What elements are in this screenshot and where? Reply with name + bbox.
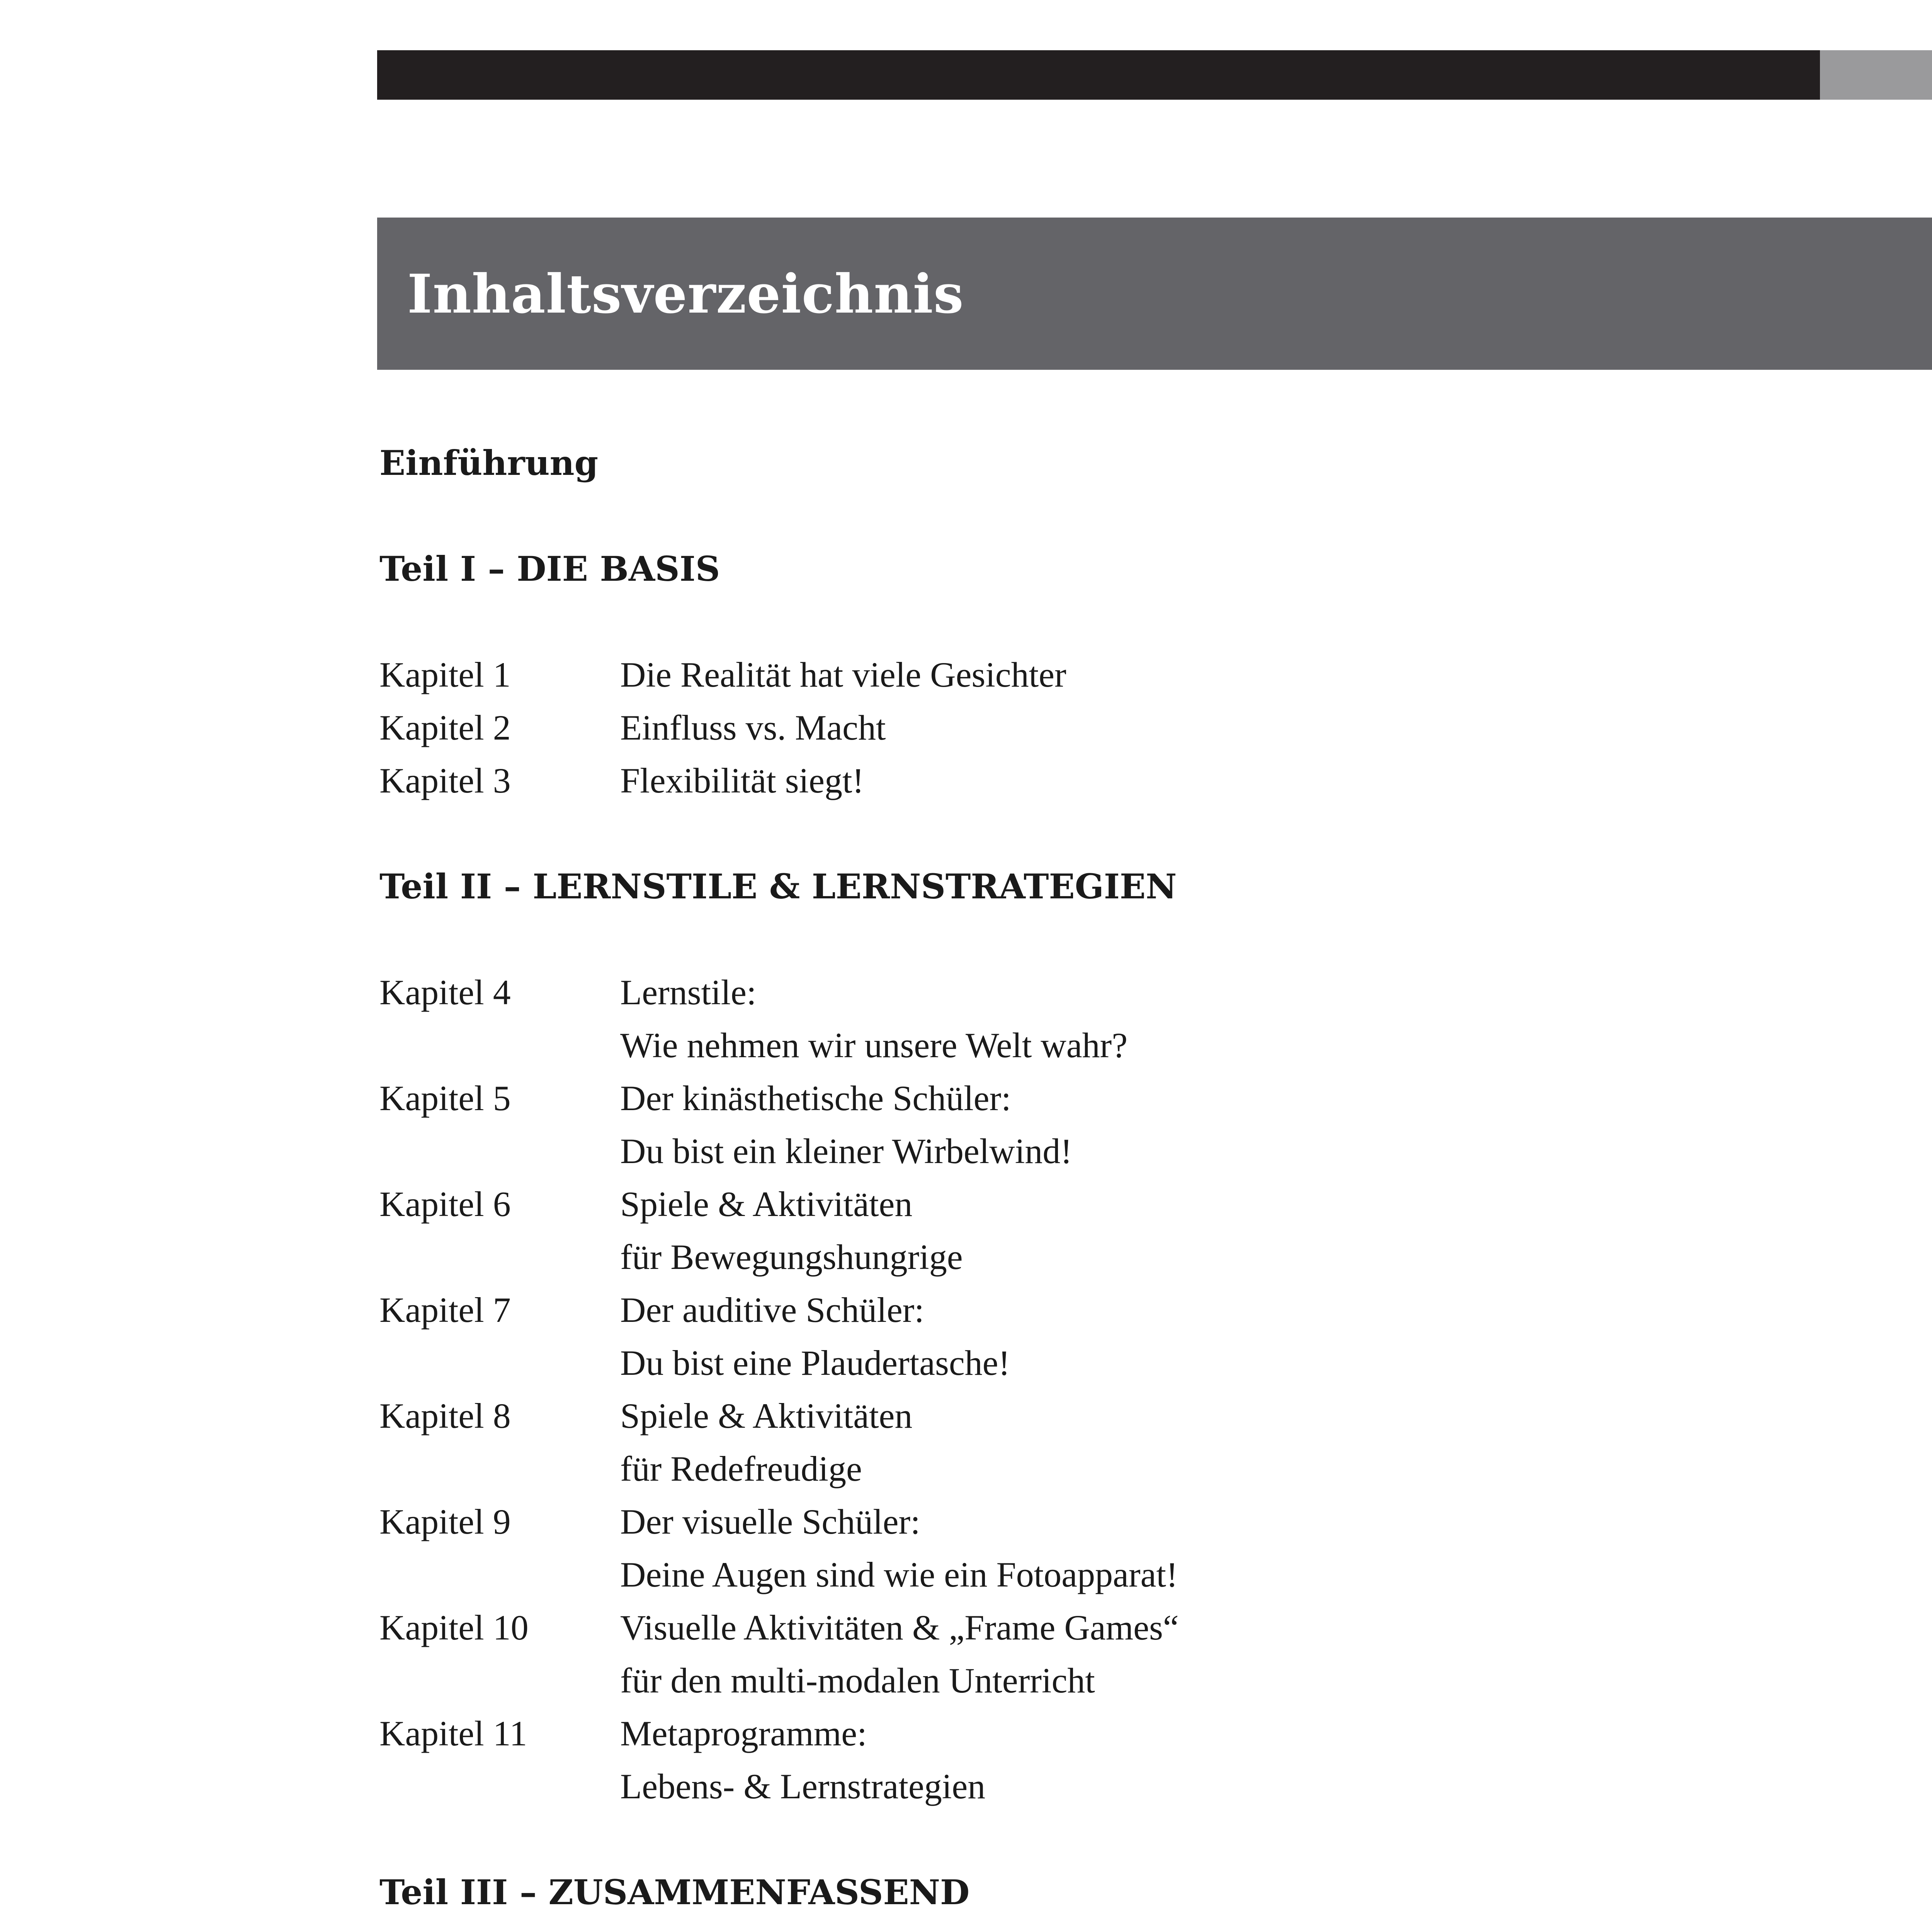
chapter-number: Kapitel 3 bbox=[379, 761, 511, 800]
top-decorative-bar-dark bbox=[377, 50, 1820, 100]
chapter-title-line: Metaprogramme: bbox=[620, 1714, 867, 1753]
chapter-number: Kapitel 7 bbox=[379, 1290, 511, 1330]
chapter-title-line: Lernstile: bbox=[620, 973, 757, 1012]
chapter-title-line: Der kinästhetische Schüler: bbox=[620, 1078, 1011, 1118]
chapter-title-line: Einfluss vs. Macht bbox=[620, 708, 886, 747]
table-of-contents bbox=[379, 437, 1770, 1932]
chapter-title bbox=[620, 1284, 1010, 1389]
chapter-title-line: Spiele & Aktivitäten bbox=[620, 1396, 913, 1435]
toc-part-heading[interactable]: Teil II – LERNSTILE & LERNSTRATEGIEN bbox=[379, 866, 1177, 906]
title-band bbox=[377, 218, 1932, 370]
chapter-number: Kapitel 5 bbox=[379, 1078, 511, 1118]
chapter-title-line: Flexibilität siegt! bbox=[620, 761, 864, 800]
toc-chapter-entry[interactable] bbox=[379, 1601, 1770, 1707]
chapter-title bbox=[620, 754, 864, 807]
toc-chapter-entry[interactable] bbox=[379, 1284, 1770, 1389]
chapter-title-line: Deine Augen sind wie ein Fotoapparat! bbox=[620, 1555, 1178, 1594]
chapter-title bbox=[620, 1389, 912, 1495]
chapter-title-line: Spiele & Aktivitäten bbox=[620, 1184, 913, 1224]
toc-chapter-entry[interactable] bbox=[379, 701, 1770, 754]
toc-spacer bbox=[379, 1813, 1770, 1866]
chapter-title-line: Die Realität hat viele Gesichter bbox=[620, 655, 1066, 694]
chapter-title-line: Visuelle Aktivitäten & „Frame Games“ bbox=[620, 1608, 1179, 1647]
chapter-title bbox=[620, 648, 1066, 701]
toc-chapter-entry[interactable] bbox=[379, 648, 1770, 701]
toc-spacer bbox=[379, 913, 1770, 966]
chapter-title-line: für Bewegungshungrige bbox=[620, 1237, 963, 1277]
top-decorative-bar-light bbox=[1820, 50, 1932, 100]
toc-parts bbox=[379, 543, 1770, 1932]
chapter-number: Kapitel 10 bbox=[379, 1608, 529, 1647]
toc-part-heading[interactable]: Teil I – DIE BASIS bbox=[379, 549, 720, 589]
toc-chapter-entry[interactable] bbox=[379, 1072, 1770, 1178]
chapter-number: Kapitel 1 bbox=[379, 655, 511, 694]
chapter-title bbox=[620, 1601, 1179, 1707]
toc-spacer bbox=[379, 595, 1770, 648]
toc-chapter-entry[interactable] bbox=[379, 1178, 1770, 1284]
toc-spacer bbox=[379, 1919, 1770, 1932]
toc-chapter-entry[interactable] bbox=[379, 1495, 1770, 1601]
chapter-number: Kapitel 6 bbox=[379, 1184, 511, 1224]
chapter-number: Kapitel 9 bbox=[379, 1502, 511, 1541]
chapter-title-line: für den multi-modalen Unterricht bbox=[620, 1661, 1095, 1700]
toc-part-heading[interactable]: Teil III – ZUSAMMENFASSEND bbox=[379, 1872, 970, 1912]
page-title: Inhaltsverzeichnis bbox=[407, 262, 964, 325]
toc-chapter-entry[interactable] bbox=[379, 966, 1770, 1072]
toc-chapter-entry[interactable] bbox=[379, 1389, 1770, 1495]
chapter-title-line: Du bist eine Plaudertasche! bbox=[620, 1343, 1010, 1383]
chapter-title bbox=[620, 1178, 963, 1284]
chapter-title-line: Du bist ein kleiner Wirbelwind! bbox=[620, 1131, 1072, 1171]
chapter-title bbox=[620, 1495, 1178, 1601]
chapter-title-line: für Redefreudige bbox=[620, 1449, 862, 1488]
chapter-title bbox=[620, 1707, 985, 1813]
toc-chapter-entry[interactable] bbox=[379, 1707, 1770, 1813]
toc-spacer bbox=[379, 807, 1770, 860]
chapter-title bbox=[620, 701, 886, 754]
chapter-title bbox=[620, 1072, 1072, 1178]
toc-spacer bbox=[379, 490, 1770, 543]
chapter-number: Kapitel 2 bbox=[379, 708, 511, 747]
chapter-number: Kapitel 4 bbox=[379, 973, 511, 1012]
chapter-number: Kapitel 8 bbox=[379, 1396, 511, 1435]
chapter-title-line: Der auditive Schüler: bbox=[620, 1290, 924, 1330]
chapter-title-line: Lebens- & Lernstrategien bbox=[620, 1767, 986, 1806]
chapter-title-line: Der visuelle Schüler: bbox=[620, 1502, 920, 1541]
toc-chapter-entry[interactable] bbox=[379, 754, 1770, 807]
chapter-number: Kapitel 11 bbox=[379, 1714, 527, 1753]
chapter-title bbox=[620, 966, 1128, 1072]
chapter-title-line: Wie nehmen wir unsere Welt wahr? bbox=[620, 1026, 1128, 1065]
toc-intro[interactable]: Einführung bbox=[379, 443, 599, 483]
